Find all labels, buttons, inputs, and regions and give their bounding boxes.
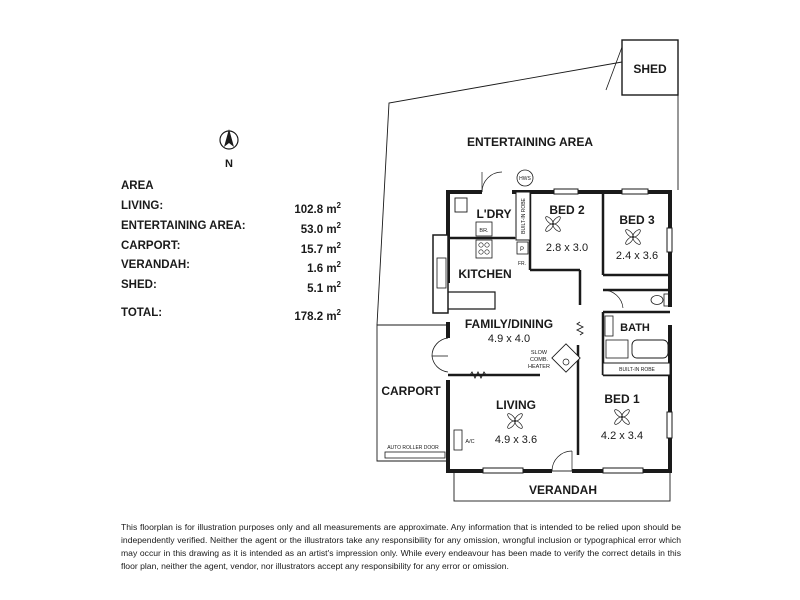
br-label: BR. [479,228,489,234]
area-row [121,257,341,277]
area-row-label: LIVING: [121,200,164,212]
pantry-label: P [519,247,525,253]
shed-path-line [606,47,622,90]
bed3-size: 2.4 x 3.6 [615,250,659,262]
laundry-tub [455,198,467,212]
bed1-size: 4.2 x 3.4 [600,430,644,442]
bed2-label: BED 2 [549,203,585,217]
area-row [121,277,341,297]
bath-door-swing [603,290,623,308]
house-outer-wall-bottom [448,380,552,471]
cooktop [476,240,492,258]
living-label: LIVING [495,398,537,412]
area-total-label: TOTAL: [121,307,163,320]
heater-box [552,344,580,372]
family-size: 4.9 x 4.0 [487,333,531,345]
bathtub [632,340,668,358]
area-title: AREA [121,180,154,192]
area-row-value: 15.7 $m^2$ [300,240,341,256]
compass-label: N [225,158,233,170]
area-total-row [121,305,341,325]
area-row-label: VERANDAH: [121,259,190,272]
ceiling-fan-icon [507,413,524,430]
bed1-label: BED 1 [604,392,640,406]
hws-label: HWS [519,176,531,182]
ceiling-fan-icon [614,409,631,426]
built-in-robe-bed2-label: BUILT-IN ROBE [521,198,527,234]
double-door-icon [432,338,448,372]
ac-label: A/C [465,439,475,445]
ceiling-fan-icon [545,216,562,233]
kitchen-bench-left [437,258,446,288]
fridge-label: FR. [517,261,527,267]
area-row [121,198,341,218]
auto-roller-door-label: AUTO ROLLER DOOR [387,445,439,451]
area-row-value: 53.0 $m^2$ [300,220,341,236]
built-in-robe-bed1-label: BUILT-IN ROBE [619,367,655,373]
area-rows [121,198,341,297]
area-total-value: 178.2 $m^2$ [294,308,341,323]
heater-label-3: HEATER [528,364,550,370]
shower [606,340,628,358]
area-row-value: 1.6 $m^2$ [307,260,341,276]
north-arrow-icon [220,129,238,149]
entertaining-area-label: ENTERTAINING AREA [467,135,593,149]
carport-label: CARPORT [381,384,441,398]
area-row [121,238,341,258]
ac-unit [454,430,462,450]
bed2-size: 2.8 x 3.0 [545,242,589,254]
disclaimer-text: This floorplan is for illustration purposes only and all measurements are approximate. Any information that is intended to be relied upon should be independently verified. Neither the agent or the illustrators take any responsibility for any omission, wrongful inclusion or typographical error which may occur in this drawing as it is intended as an artist's impression only. While every endeavour has been made to verify the correct details in this floor plan, neither the agent, vendor, nor illustrators accept any responsibility for any error or omission. [121,522,681,571]
toilet-bowl [651,296,663,305]
verandah-label: VERANDAH [528,483,598,497]
vanity [605,316,613,336]
kitchen-label: KITCHEN [458,267,512,281]
laundry-door-swing [482,172,502,192]
area-schedule [121,178,341,325]
auto-roller-door [385,452,445,458]
verandah-door-swing [552,451,572,471]
shed-label: SHED [633,62,667,76]
cooktop-burners-icon [479,243,489,254]
heater-label-1: SLOW [530,350,548,356]
bath-label: BATH [620,322,650,334]
area-row-label: ENTERTAINING AREA: [121,219,246,232]
area-row-label: CARPORT: [121,239,181,252]
laundry-label: L'DRY [476,207,512,221]
family-label: FAMILY/DINING [464,317,554,331]
area-row-label: SHED: [121,279,157,292]
area-row-value: 5.1 $m^2$ [307,280,341,296]
bed3-label: BED 3 [619,213,655,227]
heater-label-2: COMB. [529,357,549,363]
living-size: 4.9 x 3.6 [494,434,538,446]
opening-zigzag-family [577,322,583,335]
area-row [121,218,341,238]
area-row-value: 102.8 $m^2$ [294,201,341,216]
ceiling-fan-icon [625,229,642,246]
